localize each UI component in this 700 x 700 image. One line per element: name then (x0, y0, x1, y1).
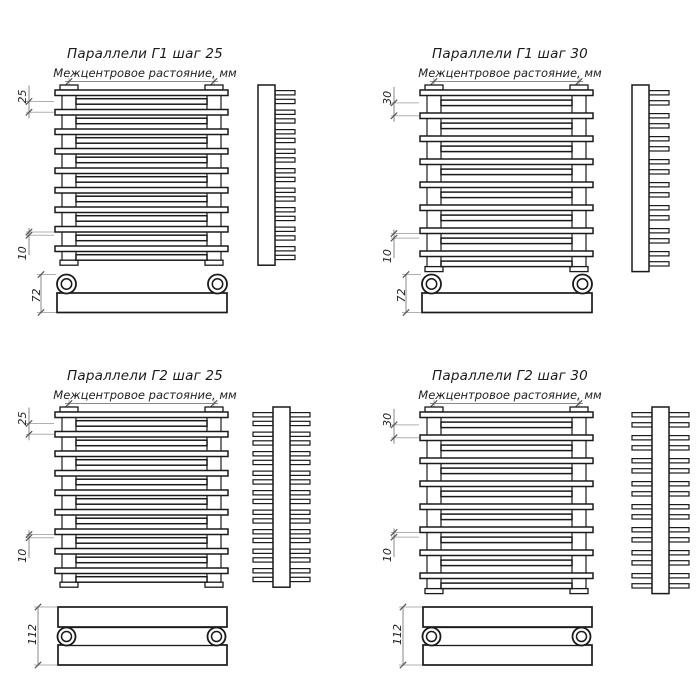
center-distance-label: Межцентровое растояние, мм (53, 66, 237, 80)
front-view (420, 407, 593, 594)
panel-parallels-g2-step-30 (365, 330, 700, 670)
step-value-label: 25 (16, 89, 29, 104)
depth-dimension (391, 604, 422, 668)
gap-value-label: 10 (16, 548, 29, 563)
radiator-drawing-g1-30 (365, 0, 700, 340)
depth-dimension (395, 271, 421, 315)
bottom-view (58, 607, 228, 665)
panel-title: Параллели Г2 шаг 30 (432, 368, 588, 384)
radiator-drawing-g1-25 (0, 0, 335, 340)
gap-dimension (381, 529, 419, 563)
gap-value-label: 10 (381, 249, 394, 264)
depth-dimension (30, 271, 56, 315)
span-dimension (430, 400, 583, 407)
step-dimension (381, 409, 419, 444)
bottom-view (57, 275, 227, 313)
step-value-label: 30 (381, 90, 394, 105)
center-distance-label: Межцентровое растояние, мм (418, 66, 602, 80)
side-view (632, 85, 669, 272)
radiator-drawing-g2-25 (0, 330, 335, 670)
depth-value-label: 72 (395, 288, 408, 303)
step-dimension (16, 407, 54, 440)
panel-parallels-g1-step-25 (0, 0, 335, 340)
step-value-label: 25 (16, 411, 29, 426)
bottom-view (423, 607, 593, 665)
step-value-label: 30 (381, 412, 394, 427)
bottom-view (422, 275, 592, 313)
gap-value-label: 10 (381, 548, 394, 563)
front-view (55, 85, 228, 265)
depth-value-label: 112 (391, 624, 404, 645)
depth-value-label: 112 (26, 624, 39, 645)
gap-dimension (16, 531, 54, 563)
front-view (420, 85, 593, 272)
gap-value-label: 10 (16, 246, 29, 261)
span-dimension (65, 400, 218, 407)
panel-title: Параллели Г2 шаг 25 (67, 368, 223, 384)
gap-dimension (381, 230, 419, 264)
front-view (55, 407, 228, 587)
side-view (253, 407, 310, 587)
gap-dimension (16, 228, 54, 260)
step-dimension (16, 85, 54, 118)
panel-title: Параллели Г1 шаг 25 (67, 46, 223, 62)
step-dimension (381, 87, 419, 122)
span-dimension (430, 78, 583, 85)
center-distance-label: Межцентровое растояние, мм (418, 388, 602, 402)
depth-dimension (26, 604, 57, 668)
panel-parallels-g2-step-25 (0, 330, 335, 670)
depth-value-label: 72 (30, 288, 43, 303)
radiator-drawing-g2-30 (365, 330, 700, 670)
side-view (632, 407, 689, 594)
side-view (258, 85, 295, 265)
panel-title: Параллели Г1 шаг 30 (432, 46, 588, 62)
panel-parallels-g1-step-30 (365, 0, 700, 340)
span-dimension (65, 78, 218, 85)
center-distance-label: Межцентровое растояние, мм (53, 388, 237, 402)
